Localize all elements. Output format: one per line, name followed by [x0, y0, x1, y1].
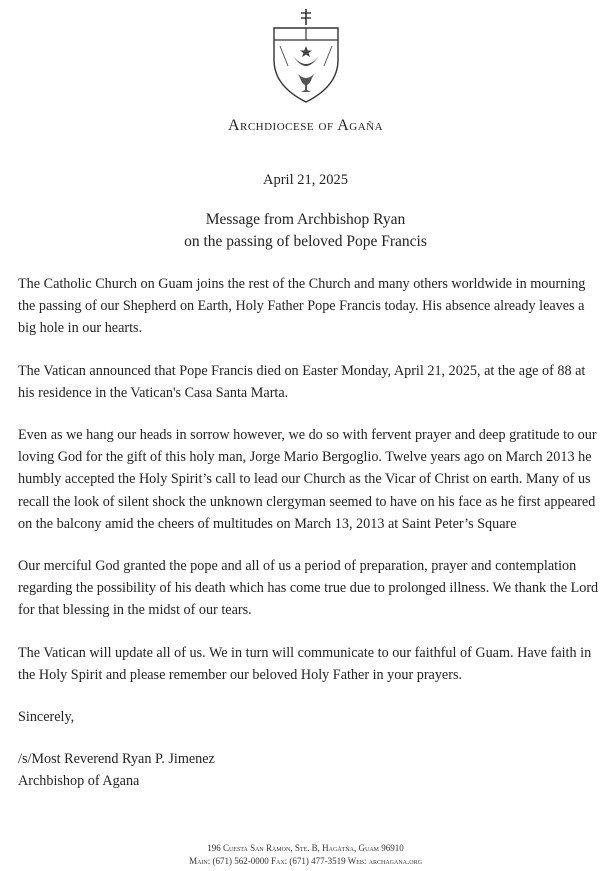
organization-title: Archdiocese of Agaña [227, 117, 384, 134]
paragraph-1: The Catholic Church on Guam joins the rest of the Church and many others worldwide in mourning the passing of our Shepherd on Earth, Holy Father Pope Francis today. His absence already leaves a big hole in our hearts. [18, 276, 586, 337]
letter-body [18, 273, 603, 793]
paragraph-2: The Vatican announced that Pope Francis died on Easter Monday, April 21, 2025, at the age of 88 at his residence in the Vatican's Casa Santa Marta. [18, 362, 586, 401]
subject-line-1: Message from Archbishop Ryan [205, 211, 406, 228]
letter-subject [0, 209, 611, 253]
signature-title: Archbishop of Agana [18, 773, 140, 790]
signature-name: /s/Most Reverend Ryan P. Jimenez [18, 751, 215, 768]
signature-block [18, 748, 603, 792]
letter-date: April 21, 2025 [263, 172, 348, 188]
archdiocese-coat-of-arms-icon [266, 8, 346, 104]
paragraph-3: Even as we hang our heads in sorrow however, we do so with fervent prayer and deep gratitude to our loving God for the gift of this holy man, Jorge Mario Bergoglio. Twelve years ago on March 2013 he humbly accepted the Holy Spirit’s call to lead our Church as the Vicar of Christ on earth. Many of us recall the look of silent shock the unknown clergyman seemed to have on his face as he first appeared on the balcony amid the cheers of multitudes on March 13, 2013 at Saint Peter’s Square [18, 427, 597, 532]
footer-contact: Main: (671) 562-0000 Fax: (671) 477-3519 Web: archagana.org [189, 855, 422, 866]
subject-line-2: on the passing of beloved Pope Francis [184, 233, 427, 250]
paragraph-5: The Vatican will update all of us. We in turn will communicate to our faithful of Guam. Have faith in the Holy Spirit and please remember our beloved Holy Father in your prayers. [18, 644, 592, 683]
paragraph-4: Our merciful God granted the pope and all of us a period of preparation, prayer and contemplation regarding the possibility of his death which has come true due to prolonged illness. We thank the Lord for that blessing in the midst of our tears. [18, 558, 599, 619]
letterhead-footer [0, 842, 611, 867]
closing-salutation: Sincerely, [18, 709, 75, 726]
footer-address: 196 Cuesta San Ramon, Ste. B, Hagåtña, Guam 96910 [207, 843, 404, 853]
